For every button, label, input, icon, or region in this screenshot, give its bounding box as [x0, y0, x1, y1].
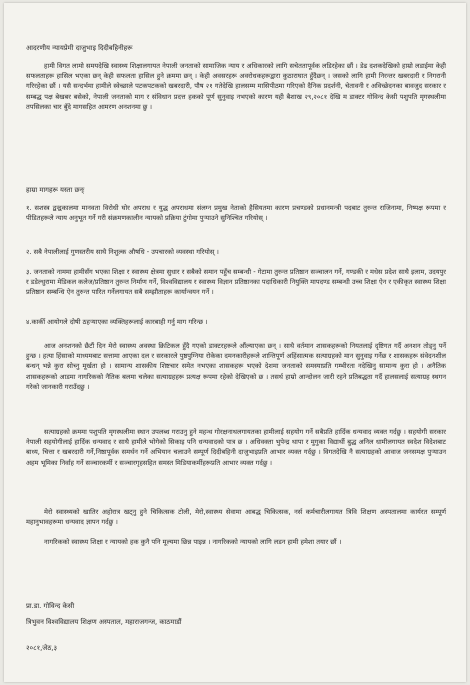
body-paragraph-1: आज अनशनको छैटौं दिन मेरो स्वास्थ्य अवस्था क्रिटिकल हुँदै गएको डाक्टरहरूले औंल्याएका छन् । साथै वर्तमान शासकहरूको नियतलाई दृष्टिगत गर्दै अनशन तोड्नु पर्ने हुन्छ । हत्या हिंसाको माध्यमबाट सत्तामा आएका दल र सरकारले पुष्ठपुग्निया रोकेका दमनकारीहरूले शान्तिपूर्ण अहिंसात्मक सत्याग्रहको मान सुनुवाइ गर्नेछ र शासकहरू संवेदनशील बन्धन् भन्ने कुरा सोच्नु मूर्खता हो । सामान्य शासकीय शिष्टचार समेत नभएका शासकहरू भएको देशमा जनताको समस्याप्रति गम्भीरता नदेखिनु सामान्य कुरा हो । अनैतिक शासकहरूको आडमा नागरिकको नैतिक बलमा चलेका सत्याग्रहहरू प्रत्यक्ष रूपमा रहेको देखिएको छ । तसर्थ हाम्रो आन्दोलन जारी रहने प्रतिबद्धता गर्दै हालसलाई सत्याग्रह स्थगन गरेको जानकारी गराउँदछु ।: [26, 342, 446, 391]
letter-page: [4, 3, 466, 682]
salutation: आदरणीय न्यायप्रेमी दाजुभाइ दिदीबहिनीहरू: [26, 44, 133, 52]
letter-date: २०८१,जेठ,३: [26, 644, 57, 652]
demand-4: ४.कार्की आयोगले दोषी ठहऱ्याएका व्यक्तिहरूलाई कारबाही गर्नु माग गरिन्छ ।: [26, 318, 208, 326]
demand-1: १. सशस्त्र द्वन्द्वकालमा मानवता विरोधी घोर अपराध र युद्ध अपराधमा संलग्न प्रमुख नेताको हैसियतमा कारण प्रचण्डको प्रधानमन्त्री पदबाट तुरुन्त राजिनामा, निष्पक्ष रूपमा र पीडितहरूले न्याय अनुभूत गर्ने गरी संक्रमणकालीन न्यायको प्रक्रिया टुंगोमा पुर्‍याउने सुनिश्चित गरियोस् ।: [26, 204, 446, 223]
intro-paragraph: हामी विगत लामो समयदेखि स्वास्थ्य शिक्षालगायत नेपाली जनताको सामाजिक न्याय र अधिकारको लागि सचेततापूर्वक लडिरहेका छौं । डेढ दशकदेखिको हाम्रो लडाईमा केही सफलताहरू हासिल भएका छन् केही सफलता हासिल हुने क्रममा छन् । केही अवसरहरू अवरोधकहरूद्वारा कुठाराघात हुँदैछन् । जसको लागि हामी निरन्तर खबरदारी र निगरानी गरिरहेका छौं । यसै सन्दर्भमा हामीले स्वेच्छाले पटकपटकको खबरदारी, पौष २१ गतेदेखि हालसम्म मासिपीठमा गरिएको दैनिक प्रदर्शनी, चेतावनी र अविच्छेदनका बावजुद सरकार र सम्बद्ध पक्ष बेखबर बसेको, नेपाली जनताको माग र संविधान प्रदत्त हकको पूर्ण सुनुवाइ नभएको कारण यही बैशाख २९,२०८१ देखि म डाक्टर गोविन्द केसी पशुपति मृगस्थलीमा तपसिलका चार बुँदे मागसहित आमरण अनशनमा छु ।: [26, 62, 446, 111]
body-paragraph-3: मेरो स्वास्थ्यको खातिर अहोरात्र खट्नु हुने चिकित्सक टोली, मेरो,स्वास्थ्य सेवामा आबद्ध चिकित्सक, नर्स कर्मचारीलगायत त्रिवि शिक्षण अस्पतालमा कार्यरत सम्पूर्ण महानुभावहरूमा धन्यवाद ज्ञापन गर्दछु ।: [26, 508, 446, 527]
body-paragraph-2: सत्याग्रहको क्रममा पशुपति मृगस्थलीमा स्थान उपलब्ध गराउनु हुने महन्थ गोरक्षनाथलगायतका हामीलाई सहयोग गर्ने सबैप्रति हार्दिक धन्यवाद व्यक्त गर्दछु । सहयोगी सरकार नेपाली सहयोगीलाई हार्दिक धन्यवाद र साथै हामीले भोगेको सिकाइ पनि धन्यवादको पात्र छ । अधिवक्ता भुपेन्द्र थापा र मुगुका विद्यार्थी बुद्ध अनिल धामीलगायत स्वदेश विदेशबाट बाध्य, चित्ता र खबरदारी गर्ने,निष्ठापूर्वक समर्थन गर्ने अभियान चलाउने सम्पूर्ण दिदीबहिनी दाजुभाइप्रति आभार व्यक्त गर्दछु । विगतदेखि नै सत्याग्रहको आवाज जनसमक्ष पुर्‍याउन अहम भूमिका निर्वाह गर्ने सञ्चारकर्मी र सञ्चारगृहसहित समस्त मिडियाकर्मीहरूप्रति आभार व्यक्त गर्दछु ।: [26, 428, 446, 467]
demands-heading: हाम्रा मागहरू यस्ता छन्ः: [26, 186, 85, 194]
demand-2: २. सबै नेपालीलाई गुणस्तरीय साथै निशुल्क औषधि - उपचारको व्यवस्था गरियोस् ।: [26, 248, 219, 256]
signature-affiliation: त्रिभुवन विश्वविद्यालय शिक्षण अस्पताल, महाराजगन्ज, काठमाडौं: [26, 618, 182, 626]
body-paragraph-4: नागरिकको स्वास्थ्य शिक्षा र न्यायको हक कुनै पनि मूल्यमा छिन्न पाइन्न । नागरिकको न्यायको लागि लडन हामी हमेशा तयार छौं ।: [44, 538, 342, 546]
demand-3: ३. जनताको नाममा हामीसँग भएका शिक्षा र स्वास्थ्य क्षेत्रमा सुधार र सबैको समान पहुँच सम्बन्धी - गेटामा तुरुन्त प्रतिष्ठान सञ्चालन गर्ने, गण्डकी र मधेस प्रदेश साथै इलाम, उदयपुर र डडेल्धुरामा मेडिकल कलेज/प्रतिष्ठान तुरुन्त निर्माण गर्ने, विश्वविद्यालय र स्वास्थ्य विज्ञान प्रतिष्ठानका पदाधिकारी नियुक्ति मापदण्ड सम्बन्धी उच्च शिक्षा ऐन र एकीकृत स्वास्थ्य शिक्षा प्रतिष्ठान सम्बन्धि ऐन तुरुन्त पारित गर्नेलगायत सबै सम्झौताहरू कार्यान्वयन गर्ने ।: [26, 268, 446, 297]
signature-name: प्रा.डा. गोविन्द केसी: [26, 602, 75, 610]
